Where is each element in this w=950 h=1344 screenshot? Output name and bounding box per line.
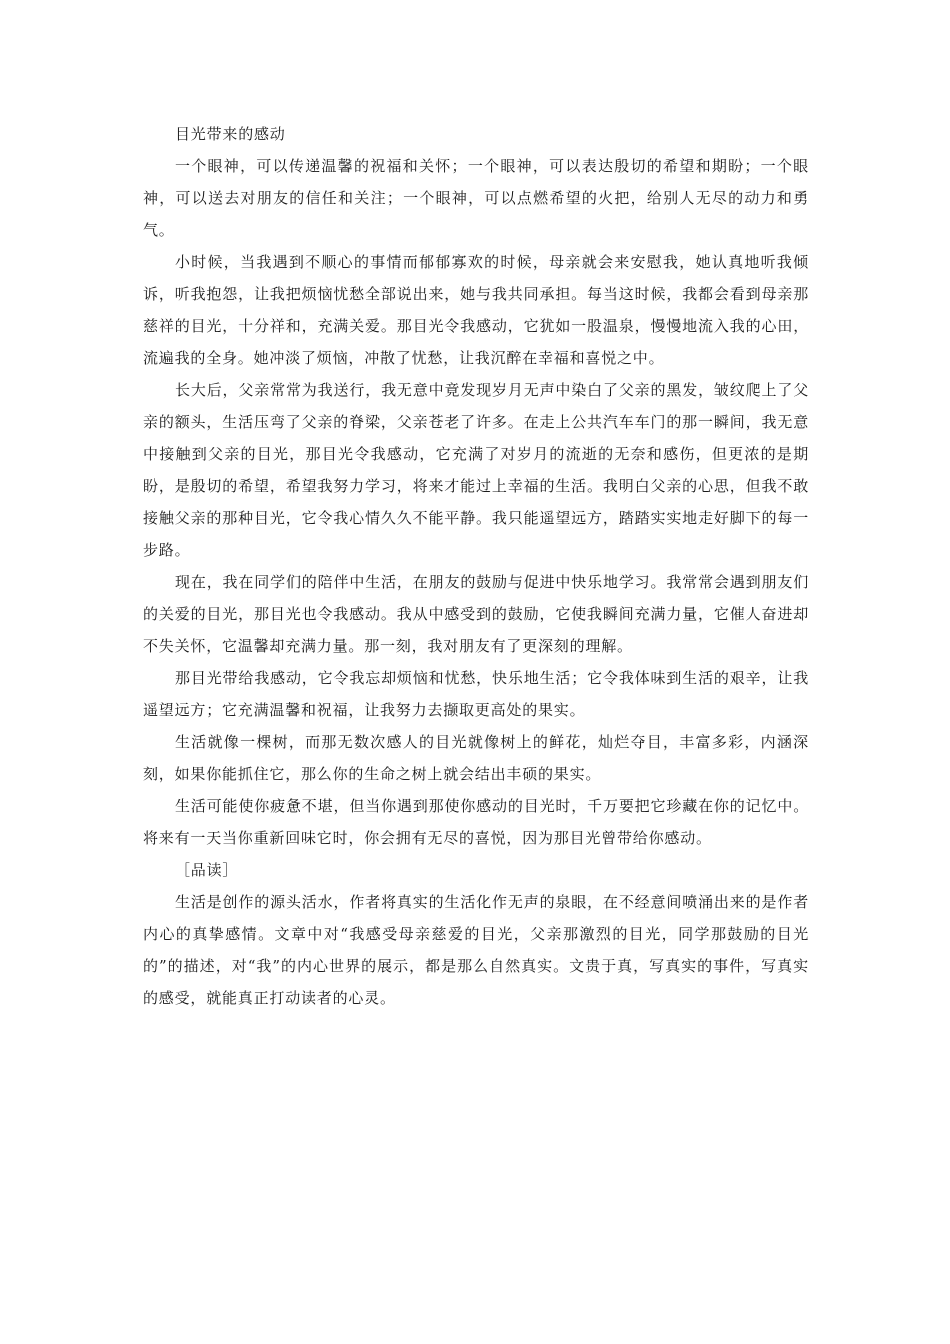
paragraph-reflection: 那目光带给我感动，它令我忘却烦恼和忧愁，快乐地生活；它令我体味到生活的艰辛，让我遥望远方；它充满温馨和祝福，让我努力去撷取更高处的果实。 — [143, 669, 809, 719]
review-label: ［品读］ — [175, 861, 239, 879]
paragraph-childhood: 小时候，当我遇到不顺心的事情而郁郁寡欢的时候，母亲就会来安慰我，她认真地听我倾诉，听我抱怨，让我把烦恼忧愁全部说出来，她与我共同承担。每当这时候，我都会看到母亲那慈祥的目光，十分祥和，充满关爱。那目光令我感动，它犹如一股温泉，慢慢地流入我的心田，流遍我的全身。她冲淡了烦恼，冲散了忧愁，让我沉醉在幸福和喜悦之中。 — [143, 253, 809, 367]
document-page — [143, 118, 809, 1014]
document-title: 目光带来的感动 — [175, 125, 286, 143]
paragraph-intro: 一个眼神，可以传递温馨的祝福和关怀；一个眼神，可以表达殷切的希望和期盼；一个眼神，可以送去对朋友的信任和关注；一个眼神，可以点燃希望的火把，给别人无尽的动力和勇气。 — [143, 157, 809, 239]
paragraph-friends: 现在，我在同学们的陪伴中生活，在朋友的鼓励与促进中快乐地学习。我常常会遇到朋友们的关爱的目光，那目光也令我感动。我从中感受到的鼓励，它使我瞬间充满力量，它催人奋进却不失关怀，它温馨却充满力量。那一刻，我对朋友有了更深刻的理解。 — [143, 573, 809, 655]
paragraph-tree: 生活就像一棵树，而那无数次感人的目光就像树上的鲜花，灿烂夺目，丰富多彩，内涵深刻，如果你能抓住它，那么你的生命之树上就会结出丰硕的果实。 — [143, 733, 809, 783]
paragraph-conclusion: 生活可能使你疲惫不堪，但当你遇到那使你感动的目光时，千万要把它珍藏在你的记忆中。将来有一天当你重新回味它时，你会拥有无尽的喜悦，因为那目光曾带给你感动。 — [143, 797, 809, 847]
paragraph-father: 长大后，父亲常常为我送行，我无意中竟发现岁月无声中染白了父亲的黑发，皱纹爬上了父亲的额头，生活压弯了父亲的脊梁，父亲苍老了许多。在走上公共汽车车门的那一瞬间，我无意中接触到父亲的目光，那目光令我感动，它充满了对岁月的流逝的无奈和感伤，但更浓的是期盼，是殷切的希望，希望我努力学习，将来才能过上幸福的生活。我明白父亲的心思，但我不敢接触父亲的那种目光，它令我心情久久不能平静。我只能遥望远方，踏踏实实地走好脚下的每一步路。 — [143, 381, 809, 559]
paragraph-review: 生活是创作的源头活水，作者将真实的生活化作无声的泉眼，在不经意间喷涌出来的是作者内心的真挚感情。文章中对“我感受母亲慈爱的目光，父亲那激烈的目光，同学那鼓励的目光的”的描述，对“我”的内心世界的展示，都是那么自然真实。文贵于真，写真实的事件，写真实的感受，就能真正打动读者的心灵。 — [143, 893, 809, 1007]
